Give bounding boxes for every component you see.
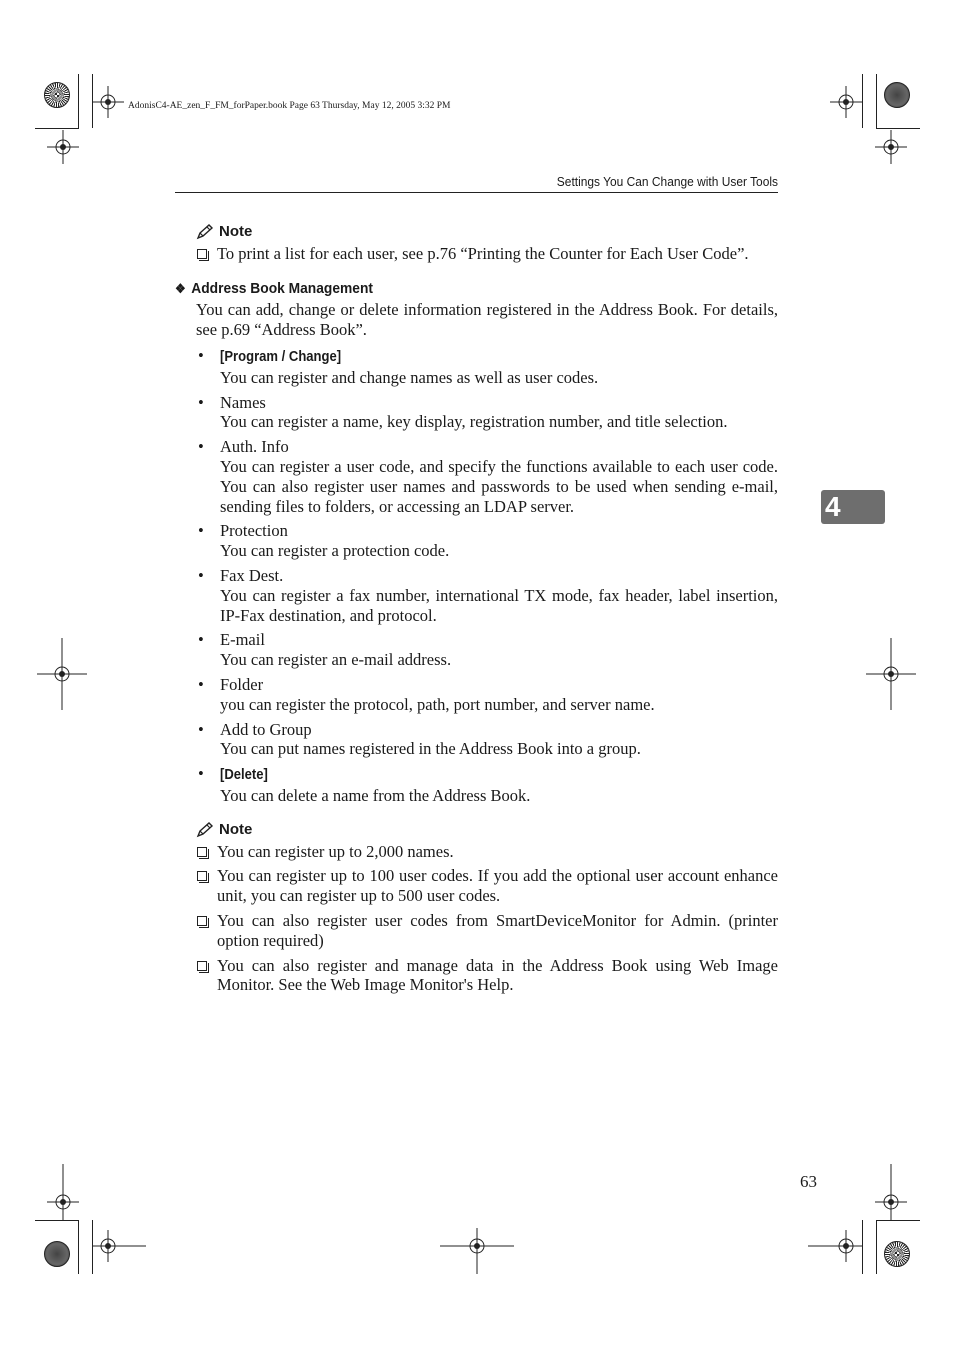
registration-circle-icon (44, 82, 70, 108)
note-title-label: Note (219, 223, 253, 240)
pencil-icon (196, 822, 214, 838)
running-head: Settings You Can Change with User Tools (556, 174, 778, 189)
list-item-desc: You can register a protection code. (220, 541, 450, 561)
crosshair-icon (808, 1230, 862, 1262)
file-header: AdonisC4-AE_zen_F_FM_forPaper.book Page 63 Thursday, May 12, 2005 3:32 PM (128, 101, 451, 111)
crosshair-icon (37, 638, 87, 710)
crosshair-icon (92, 86, 124, 118)
crosshair-icon (875, 130, 907, 164)
crop-mark (35, 128, 79, 129)
checkbox-bullet-icon (197, 871, 207, 881)
note-block (196, 820, 778, 995)
registration-circle-icon (44, 1241, 70, 1267)
list-item-label: Add to Group (220, 719, 312, 739)
pencil-icon (196, 224, 214, 240)
checkbox-bullet-icon (197, 847, 207, 857)
bullet-dot-icon: • (198, 630, 204, 650)
list-item-label: E-mail (220, 630, 265, 650)
list-item-label: Folder (220, 674, 264, 694)
crop-mark (78, 1220, 79, 1274)
list-item-desc: You can register and change names as well as user codes. (220, 367, 599, 387)
crop-mark (78, 74, 79, 128)
list-item-desc: you can register the protocol, path, port number, and server name. (220, 694, 655, 714)
crop-mark (876, 1220, 920, 1221)
list-item-desc: You can delete a name from the Address Book. (220, 785, 531, 805)
section-intro: You can add, change or delete information registered in the Address Book. For details, see p.69 “Address Book”. (196, 300, 778, 340)
list-item (196, 764, 778, 806)
crosshair-icon (47, 1164, 79, 1220)
note-item (196, 244, 778, 264)
list-item-desc: You can register a user code, and specify the functions available to each user code. You can also register user names and passwords to be used when sending e-mail, sending files to folders, or accessing an LDAP server. (220, 456, 778, 516)
bullet-dot-icon: • (198, 521, 204, 541)
checkbox-bullet-icon (197, 961, 207, 971)
list-item-desc: You can register a fax number, international TX mode, fax header, label insertion, IP-Fax destination, and protocol. (220, 585, 778, 625)
list-item (196, 720, 778, 760)
list-item (196, 521, 778, 561)
bullet-dot-icon: • (198, 392, 204, 412)
checkbox-bullet-icon (197, 249, 207, 259)
crosshair-icon (47, 130, 79, 164)
note-title-label: Note (219, 820, 253, 838)
list-item (196, 346, 778, 388)
bullet-dot-icon: • (198, 565, 204, 585)
bullet-dot-icon: • (198, 719, 204, 739)
list-item-label: [Delete] (220, 767, 268, 784)
bullet-dot-icon: • (198, 674, 204, 694)
list-item-label: Protection (220, 521, 288, 541)
crop-mark (876, 1220, 877, 1274)
list-item-label: Names (220, 392, 266, 412)
crosshair-icon (830, 86, 862, 118)
crop-mark (862, 1220, 863, 1274)
crop-mark (35, 1220, 79, 1221)
list-item-desc: You can register an e-mail address. (220, 650, 452, 670)
list-item (196, 437, 778, 516)
list-item (196, 630, 778, 670)
list-item-label: Fax Dest. (220, 565, 284, 585)
note-item (196, 956, 778, 996)
list-item-label: [Program / Change] (220, 348, 342, 365)
note-item-text: To print a list for each user, see p.76 “Printing the Counter for Each User Code”. (217, 243, 749, 263)
page-content (175, 222, 778, 1000)
crosshair-icon (440, 1228, 514, 1274)
header-rule (175, 192, 778, 193)
note-item (196, 866, 778, 906)
chapter-tab: 4 (821, 490, 885, 524)
list-item (196, 675, 778, 715)
note-block (196, 222, 778, 264)
page-number: 63 (800, 1172, 817, 1191)
note-item (196, 842, 778, 862)
crop-mark (876, 74, 877, 128)
crosshair-icon (92, 1230, 146, 1262)
note-item-text: You can also register and manage data in the Address Book using Web Image Monitor. See the Web Image Monitor's Help. (217, 955, 778, 995)
list-item (196, 393, 778, 433)
section-title-label: Address Book Management (191, 279, 373, 297)
note-title (196, 222, 778, 242)
bullet-dot-icon: • (198, 764, 204, 784)
note-item-text: You can register up to 2,000 names. (217, 841, 454, 861)
checkbox-bullet-icon (197, 916, 207, 926)
list-item (196, 566, 778, 625)
note-title (196, 820, 778, 840)
diamond-bullet-icon: ❖ (175, 280, 186, 296)
crosshair-icon (875, 1164, 907, 1220)
bullet-list (196, 346, 778, 806)
list-item-desc: You can register a name, key display, registration number, and title selection. (220, 412, 728, 432)
note-item-text: You can also register user codes from SmartDeviceMonitor for Admin. (printer option required) (217, 910, 778, 950)
bullet-dot-icon: • (198, 437, 204, 457)
bullet-dot-icon: • (198, 345, 204, 365)
note-item-text: You can register up to 100 user codes. If you add the optional user account enhance unit, you can register up to 500 user codes. (217, 866, 778, 906)
list-item-label: Auth. Info (220, 437, 289, 457)
note-item (196, 911, 778, 951)
registration-circle-icon (884, 1241, 910, 1267)
crosshair-icon (866, 638, 916, 710)
crop-mark (862, 74, 863, 128)
crop-mark (876, 128, 920, 129)
section-title (175, 279, 730, 299)
registration-circle-icon (884, 82, 910, 108)
list-item-desc: You can put names registered in the Address Book into a group. (220, 739, 641, 759)
